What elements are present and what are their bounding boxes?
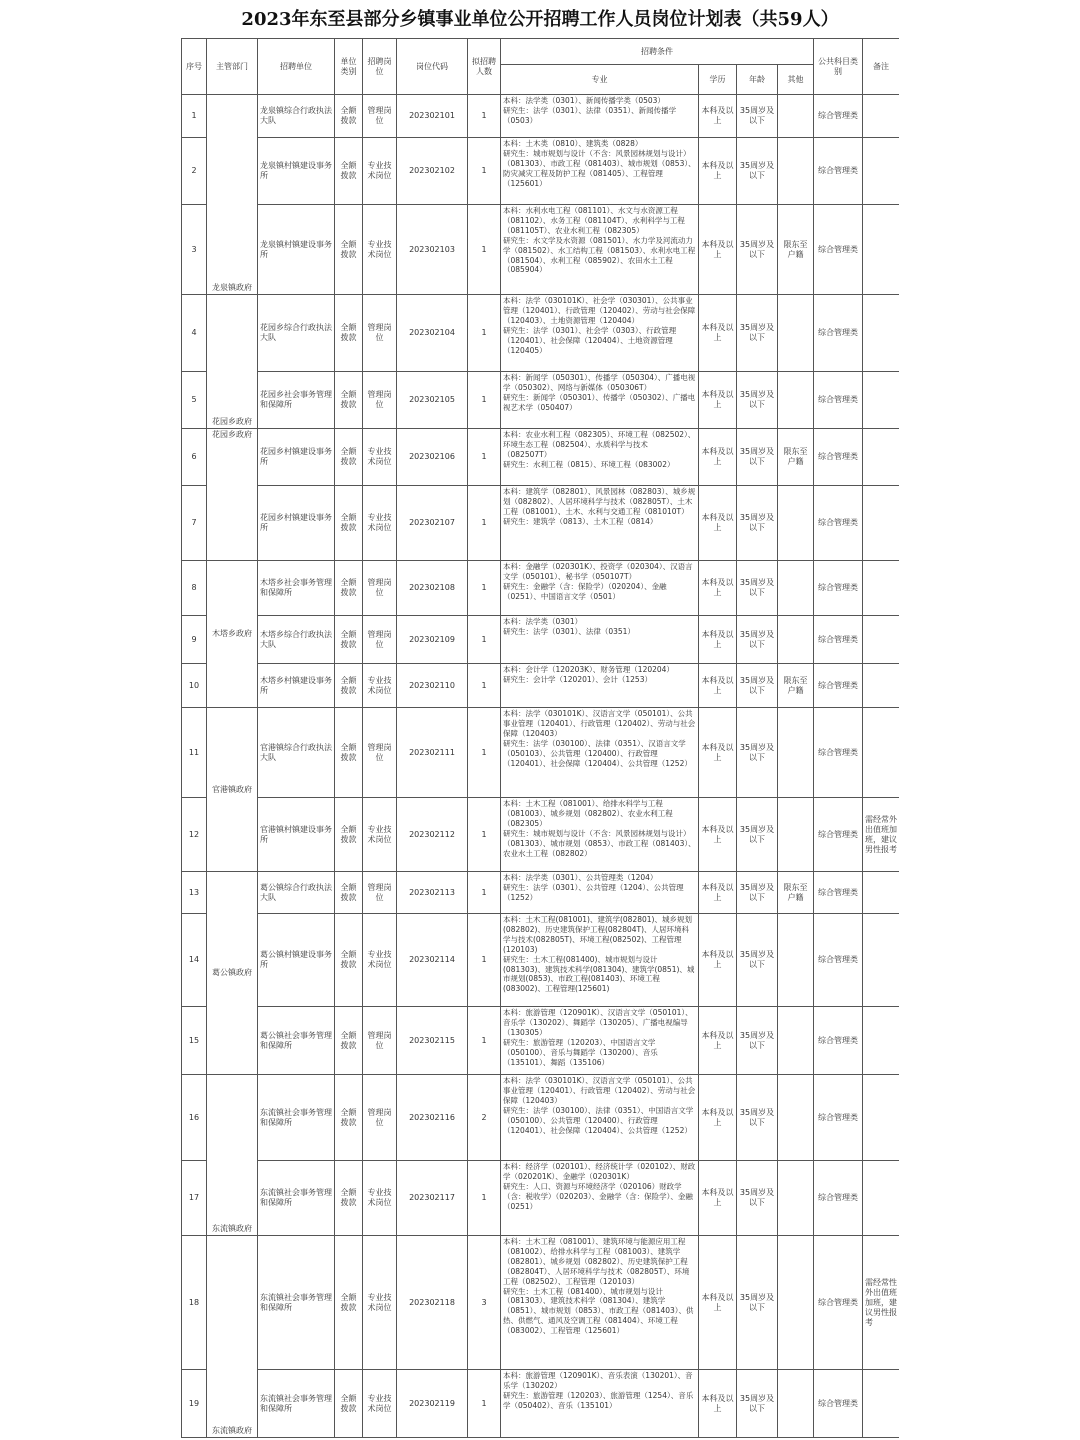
row-seq: 18 — [182, 1236, 207, 1370]
row-count: 1 — [468, 138, 501, 205]
row-dept: 花园乡政府 — [207, 295, 258, 429]
row-subject: 综合管理类 — [814, 429, 863, 486]
row-age: 35周岁及以下 — [737, 616, 778, 664]
row-age: 35周岁及以下 — [737, 205, 778, 295]
row-note: 需经常性外出值班加班，建议男性报考 — [863, 1236, 900, 1370]
header-post: 招聘岗位 — [363, 39, 397, 95]
row-dept: 官港镇政府 — [207, 708, 258, 872]
table-row — [182, 798, 900, 872]
table-row — [182, 1236, 900, 1370]
row-count: 1 — [468, 429, 501, 486]
row-seq: 17 — [182, 1161, 207, 1236]
table-row — [182, 561, 900, 616]
header-other: 其他 — [778, 65, 814, 95]
row-other — [778, 561, 814, 616]
row-post: 管理岗位 — [363, 372, 397, 429]
row-post: 管理岗位 — [363, 1007, 397, 1075]
row-subject: 综合管理类 — [814, 914, 863, 1007]
row-edu: 本科及以上 — [699, 914, 737, 1007]
row-type: 全额拨款 — [335, 486, 363, 561]
row-count: 1 — [468, 1007, 501, 1075]
row-other — [778, 372, 814, 429]
row-age: 35周岁及以下 — [737, 429, 778, 486]
row-edu: 本科及以上 — [699, 429, 737, 486]
row-code: 202302101 — [397, 95, 468, 138]
row-post: 专业技术岗位 — [363, 429, 397, 486]
row-seq: 12 — [182, 798, 207, 872]
row-major: 本科：法学（030101K）、社会学（030301）、公共事业管理（120401）、行政管理（120402）、劳动与社会保障（120403）、土地资源管理（120404） 研究生：法学（0301）、社会学（0303）、行政管理（120401）、社会保障（120404）、土地资源管理（120405） — [501, 295, 699, 372]
row-subject: 综合管理类 — [814, 1075, 863, 1161]
row-other — [778, 486, 814, 561]
row-unit: 龙泉镇村镇建设事务所 — [258, 205, 335, 295]
row-type: 全额拨款 — [335, 1236, 363, 1370]
row-note — [863, 708, 900, 798]
row-code: 202302115 — [397, 1007, 468, 1075]
row-unit: 木塔乡社会事务管理和保障所 — [258, 561, 335, 616]
row-other — [778, 914, 814, 1007]
row-count: 1 — [468, 1370, 501, 1438]
row-unit: 葛公镇社会事务管理和保障所 — [258, 1007, 335, 1075]
row-post: 专业技术岗位 — [363, 138, 397, 205]
row-seq: 7 — [182, 486, 207, 561]
row-note — [863, 295, 900, 372]
row-unit: 木塔乡村镇建设事务所 — [258, 664, 335, 708]
row-subject: 综合管理类 — [814, 708, 863, 798]
row-edu: 本科及以上 — [699, 708, 737, 798]
row-edu: 本科及以上 — [699, 1370, 737, 1438]
table-row — [182, 372, 900, 429]
row-subject: 综合管理类 — [814, 295, 863, 372]
row-edu: 本科及以上 — [699, 872, 737, 914]
row-note — [863, 914, 900, 1007]
row-code: 202302111 — [397, 708, 468, 798]
row-type: 全额拨款 — [335, 616, 363, 664]
row-type: 全额拨款 — [335, 1007, 363, 1075]
row-note — [863, 1075, 900, 1161]
row-code: 202302103 — [397, 205, 468, 295]
table-row — [182, 664, 900, 708]
row-type: 全额拨款 — [335, 1161, 363, 1236]
row-seq: 8 — [182, 561, 207, 616]
row-edu: 本科及以上 — [699, 1075, 737, 1161]
row-major: 本科：会计学（120203K）、财务管理（120204） 研究生：会计学（120201）、会计（1253） — [501, 664, 699, 708]
row-age: 35周岁及以下 — [737, 372, 778, 429]
header-type: 单位类别 — [335, 39, 363, 95]
row-subject: 综合管理类 — [814, 486, 863, 561]
row-dept: 东流镇政府 — [207, 1075, 258, 1236]
table-row — [182, 138, 900, 205]
row-edu: 本科及以上 — [699, 616, 737, 664]
header-age: 年龄 — [737, 65, 778, 95]
row-major: 本科：土木类（0810）、建筑类（0828） 研究生：城市规划与设计（不含：风景园林规划与设计）（081303）、市政工程（081403）、城市规划（0853）、防灾减灾工程及防护工程（081405）、工程管理（125601） — [501, 138, 699, 205]
row-count: 1 — [468, 664, 501, 708]
row-post: 管理岗位 — [363, 872, 397, 914]
row-code: 202302112 — [397, 798, 468, 872]
row-note — [863, 664, 900, 708]
row-subject: 综合管理类 — [814, 664, 863, 708]
table-row — [182, 95, 900, 138]
row-subject: 综合管理类 — [814, 1236, 863, 1370]
row-edu: 本科及以上 — [699, 295, 737, 372]
row-code: 202302117 — [397, 1161, 468, 1236]
recruitment-table — [181, 38, 899, 1438]
row-other: 限东至户籍 — [778, 429, 814, 486]
row-age: 35周岁及以下 — [737, 664, 778, 708]
row-major: 本科：水利水电工程（081101）、水文与水资源工程（081102）、水务工程（081104T）、水利科学与工程（081105T）、农业水利工程（082305） 研究生：水文学及水资源（081501）、水力学及河流动力学（081502）、水工结构工程（081503）、水利水电工程（081504）、水利工程（085902）、农田水土工程（085904） — [501, 205, 699, 295]
row-age: 35周岁及以下 — [737, 1161, 778, 1236]
row-major: 本科：法学类（0301）、新闻传播学类（0503） 研究生：法学（0301）、法律（0351）、新闻传播学（0503） — [501, 95, 699, 138]
row-age: 35周岁及以下 — [737, 1007, 778, 1075]
row-dept: 龙泉镇政府 — [207, 95, 258, 295]
row-unit: 官港镇村镇建设事务所 — [258, 798, 335, 872]
row-note — [863, 429, 900, 486]
row-code: 202302107 — [397, 486, 468, 561]
row-major: 本科：旅游管理（120901K）、汉语言文学（050101）、音乐学（130202）、舞蹈学（130205）、广播电视编导（130305） 研究生：旅游管理（120203）、中国语言文学（050100）、音乐与舞蹈学（130200）、音乐（135101）、舞蹈（135106） — [501, 1007, 699, 1075]
row-note — [863, 616, 900, 664]
row-major: 本科：经济学（020101）、经济统计学（020102）、财政学（020201K）、金融学（020301K） 研究生：人口、资源与环境经济学（020106）财政学（含：税收学）（020203）、金融学（含：保险学）、金融（0251） — [501, 1161, 699, 1236]
row-count: 1 — [468, 372, 501, 429]
header-subject: 公共科目类别 — [814, 39, 863, 95]
row-unit: 龙泉镇综合行政执法大队 — [258, 95, 335, 138]
row-age: 35周岁及以下 — [737, 708, 778, 798]
row-other — [778, 1075, 814, 1161]
row-type: 全额拨款 — [335, 708, 363, 798]
row-note — [863, 486, 900, 561]
row-type: 全额拨款 — [335, 1370, 363, 1438]
row-other — [778, 616, 814, 664]
row-subject: 综合管理类 — [814, 95, 863, 138]
table-row — [182, 616, 900, 664]
row-count: 1 — [468, 872, 501, 914]
row-post: 专业技术岗位 — [363, 205, 397, 295]
row-seq: 1 — [182, 95, 207, 138]
row-major: 本科：法学类（0301）、公共管理类（1204） 研究生：法学（0301）、公共管理（1204）、公共管理（1252） — [501, 872, 699, 914]
row-unit: 东流镇社会事务管理和保障所 — [258, 1075, 335, 1161]
row-type: 全额拨款 — [335, 914, 363, 1007]
row-code: 202302109 — [397, 616, 468, 664]
row-code: 202302104 — [397, 295, 468, 372]
row-type: 全额拨款 — [335, 429, 363, 486]
row-code: 202302114 — [397, 914, 468, 1007]
row-type: 全额拨款 — [335, 798, 363, 872]
row-major: 本科：建筑学（082801）、风景园林（082803）、城乡规划（082802）、人居环境科学与技术（082805T）、土木工程（081001）、土木、水利与交通工程（081010T） 研究生：建筑学（0813）、土木工程（0814） — [501, 486, 699, 561]
row-seq: 10 — [182, 664, 207, 708]
row-count: 1 — [468, 708, 501, 798]
row-post: 专业技术岗位 — [363, 1161, 397, 1236]
table-row — [182, 708, 900, 798]
row-code: 202302102 — [397, 138, 468, 205]
row-other — [778, 95, 814, 138]
header-unit: 招聘单位 — [258, 39, 335, 95]
row-seq: 19 — [182, 1370, 207, 1438]
row-unit: 葛公镇综合行政执法大队 — [258, 872, 335, 914]
row-seq: 3 — [182, 205, 207, 295]
row-other — [778, 1161, 814, 1236]
row-edu: 本科及以上 — [699, 664, 737, 708]
table-row — [182, 1007, 900, 1075]
row-age: 35周岁及以下 — [737, 872, 778, 914]
row-count: 1 — [468, 295, 501, 372]
row-age: 35周岁及以下 — [737, 914, 778, 1007]
row-note — [863, 372, 900, 429]
row-age: 35周岁及以下 — [737, 1370, 778, 1438]
row-seq: 5 — [182, 372, 207, 429]
row-type: 全额拨款 — [335, 561, 363, 616]
row-note — [863, 95, 900, 138]
row-unit: 东流镇社会事务管理和保障所 — [258, 1161, 335, 1236]
row-post: 专业技术岗位 — [363, 798, 397, 872]
row-post: 专业技术岗位 — [363, 914, 397, 1007]
row-code: 202302116 — [397, 1075, 468, 1161]
row-other — [778, 798, 814, 872]
row-type: 全额拨款 — [335, 138, 363, 205]
row-other — [778, 1007, 814, 1075]
row-dept: 花园乡政府 — [207, 429, 258, 561]
row-dept: 东流镇政府 — [207, 1236, 258, 1438]
table-header — [182, 39, 900, 95]
row-code: 202302119 — [397, 1370, 468, 1438]
row-post: 管理岗位 — [363, 95, 397, 138]
row-note — [863, 561, 900, 616]
table-row — [182, 486, 900, 561]
row-age: 35周岁及以下 — [737, 1236, 778, 1370]
row-seq: 11 — [182, 708, 207, 798]
row-code: 202302108 — [397, 561, 468, 616]
row-count: 1 — [468, 205, 501, 295]
header-conditions: 招聘条件 — [501, 39, 814, 65]
row-subject: 综合管理类 — [814, 1007, 863, 1075]
recruitment-table-wrapper — [181, 38, 899, 1440]
row-major: 本科：法学（030101K）、汉语言文学（050101）、公共事业管理（120401）、行政管理（120402）、劳动与社会保障（120403） 研究生：法学（030100）、法律（0351）、汉语言文学（050103）、公共管理（120400）、行政管理（120401）、社会保障（120404）、公共管理（1252） — [501, 708, 699, 798]
row-major: 本科：土木工程（081001）、给排水科学与工程（081003）、城乡规划（082802）、农业水利工程（082305） 研究生：城市规划与设计（不含：风景园林规划与设计）（081303）、城市规划（0853）、市政工程（081403）、农业水土工程（082802） — [501, 798, 699, 872]
header-code: 岗位代码 — [397, 39, 468, 95]
row-note — [863, 138, 900, 205]
row-major: 本科：农业水利工程（082305）、环境工程（082502）、环境生态工程（082504）、水质科学与技术（082507T） 研究生：水利工程（0815）、环境工程（083002） — [501, 429, 699, 486]
row-post: 专业技术岗位 — [363, 664, 397, 708]
header-seq: 序号 — [182, 39, 207, 95]
row-count: 1 — [468, 616, 501, 664]
row-other — [778, 1370, 814, 1438]
row-code: 202302105 — [397, 372, 468, 429]
row-age: 35周岁及以下 — [737, 295, 778, 372]
row-unit: 东流镇社会事务管理和保障所 — [258, 1236, 335, 1370]
row-count: 1 — [468, 486, 501, 561]
row-post: 专业技术岗位 — [363, 1236, 397, 1370]
row-age: 35周岁及以下 — [737, 561, 778, 616]
row-unit: 花园乡村镇建设事务所 — [258, 429, 335, 486]
row-edu: 本科及以上 — [699, 138, 737, 205]
row-major: 本科：法学（030101K）、汉语言文学（050101）、公共事业管理（120401）、行政管理（120402）、劳动与社会保障（120403） 研究生：法学（030100）、法律（0351）、中国语言文学（050100）、公共管理（120400）、行政管理（120401）、社会保障（120404）、公共管理（1252） — [501, 1075, 699, 1161]
row-major: 本科：金融学（020301K）、投资学（020304）、汉语言文学（050101）、秘书学（050107T） 研究生：金融学（含：保险学）（020204）、金融（0251）、中国语言文学（0501） — [501, 561, 699, 616]
row-other: 限东至户籍 — [778, 664, 814, 708]
table-row — [182, 429, 900, 486]
row-post: 管理岗位 — [363, 295, 397, 372]
row-unit: 花园乡综合行政执法大队 — [258, 295, 335, 372]
row-type: 全额拨款 — [335, 95, 363, 138]
header-major: 专业 — [501, 65, 699, 95]
row-count: 1 — [468, 95, 501, 138]
table-row — [182, 1161, 900, 1236]
row-type: 全额拨款 — [335, 664, 363, 708]
row-major: 本科：土木工程(081001)、建筑学(082801)、城乡规划(082802)、历史建筑保护工程(082804T)、人居环境科学与技术(082805T)、环境工程(082502)、工程管理(120103) 研究生：土木工程(081400)、城市规划与设计(081303)、建筑技术科学(081304)、建筑学(0851)、城市规划(0853)、市政工程(081403)、环境工程(083002)、工程管理(125601) — [501, 914, 699, 1007]
row-unit: 花园乡社会事务管理和保障所 — [258, 372, 335, 429]
row-other — [778, 708, 814, 798]
row-other: 限东至户籍 — [778, 872, 814, 914]
table-row — [182, 295, 900, 372]
row-count: 1 — [468, 1161, 501, 1236]
row-type: 全额拨款 — [335, 372, 363, 429]
row-edu: 本科及以上 — [699, 798, 737, 872]
row-note — [863, 205, 900, 295]
row-age: 35周岁及以下 — [737, 95, 778, 138]
row-note — [863, 1161, 900, 1236]
row-edu: 本科及以上 — [699, 1236, 737, 1370]
row-dept: 葛公镇政府 — [207, 872, 258, 1075]
row-seq: 9 — [182, 616, 207, 664]
row-edu: 本科及以上 — [699, 561, 737, 616]
row-other — [778, 1236, 814, 1370]
row-count: 3 — [468, 1236, 501, 1370]
row-post: 专业技术岗位 — [363, 1370, 397, 1438]
table-row — [182, 1370, 900, 1438]
row-other — [778, 295, 814, 372]
row-subject: 综合管理类 — [814, 372, 863, 429]
row-subject: 综合管理类 — [814, 138, 863, 205]
row-age: 35周岁及以下 — [737, 138, 778, 205]
row-major: 本科：土木工程（081001）、建筑环境与能源应用工程（081002）、给排水科学与工程（081003）、建筑学（082801）、城乡规划（082802）、历史建筑保护工程（082804T）、人居环境科学与技术（082805T）、环境工程（082502）、工程管理（120103） 研究生：土木工程（081400）、城市规划与设计（081303）、建筑技术科学（081304）、建筑学（0851）、城市规划（0853）、市政工程（081403）、供热、供燃气、通风及空调工程（081404）、环境工程（083002）、工程管理（125601） — [501, 1236, 699, 1370]
row-major: 本科：新闻学（050301）、传播学（050304）、广播电视学（050302）、网络与新媒体（050306T） 研究生：新闻学（050301）、传播学（050302）、广播电视艺术学（050407） — [501, 372, 699, 429]
row-edu: 本科及以上 — [699, 1161, 737, 1236]
row-dept: 木塔乡政府 — [207, 561, 258, 708]
row-type: 全额拨款 — [335, 1075, 363, 1161]
row-seq: 6 — [182, 429, 207, 486]
row-seq: 13 — [182, 872, 207, 914]
row-major: 本科：旅游管理（120901K）、音乐表演（130201）、音乐学（130202） 研究生：旅游管理（120203）、旅游管理（1254）、音乐学（050402）、音乐（135101） — [501, 1370, 699, 1438]
row-edu: 本科及以上 — [699, 372, 737, 429]
row-code: 202302118 — [397, 1236, 468, 1370]
header-dept: 主管部门 — [207, 39, 258, 95]
row-note — [863, 1007, 900, 1075]
row-unit: 官港镇综合行政执法大队 — [258, 708, 335, 798]
row-subject: 综合管理类 — [814, 798, 863, 872]
row-post: 管理岗位 — [363, 708, 397, 798]
row-other — [778, 138, 814, 205]
row-code: 202302106 — [397, 429, 468, 486]
row-type: 全额拨款 — [335, 295, 363, 372]
row-edu: 本科及以上 — [699, 1007, 737, 1075]
row-age: 35周岁及以下 — [737, 798, 778, 872]
row-seq: 15 — [182, 1007, 207, 1075]
row-count: 1 — [468, 798, 501, 872]
row-edu: 本科及以上 — [699, 486, 737, 561]
row-seq: 14 — [182, 914, 207, 1007]
row-post: 管理岗位 — [363, 561, 397, 616]
document-title: 2023年东至县部分乡镇事业单位公开招聘工作人员岗位计划表（共59人） — [241, 9, 839, 30]
header-note: 备注 — [863, 39, 900, 95]
row-seq: 4 — [182, 295, 207, 372]
row-major: 本科：法学类（0301） 研究生：法学（0301）、法律（0351） — [501, 616, 699, 664]
row-count: 1 — [468, 914, 501, 1007]
row-subject: 综合管理类 — [814, 872, 863, 914]
row-post: 管理岗位 — [363, 616, 397, 664]
row-age: 35周岁及以下 — [737, 486, 778, 561]
row-count: 2 — [468, 1075, 501, 1161]
row-edu: 本科及以上 — [699, 205, 737, 295]
header-edu: 学历 — [699, 65, 737, 95]
row-subject: 综合管理类 — [814, 1370, 863, 1438]
table-body — [182, 95, 900, 1438]
header-count: 拟招聘人数 — [468, 39, 501, 95]
table-row — [182, 914, 900, 1007]
row-subject: 综合管理类 — [814, 616, 863, 664]
row-unit: 龙泉镇村镇建设事务所 — [258, 138, 335, 205]
row-age: 35周岁及以下 — [737, 1075, 778, 1161]
row-subject: 综合管理类 — [814, 1161, 863, 1236]
row-subject: 综合管理类 — [814, 561, 863, 616]
row-post: 专业技术岗位 — [363, 486, 397, 561]
row-subject: 综合管理类 — [814, 205, 863, 295]
row-code: 202302110 — [397, 664, 468, 708]
row-unit: 木塔乡综合行政执法大队 — [258, 616, 335, 664]
row-type: 全额拨款 — [335, 205, 363, 295]
row-note: 需经常外出值班加班，建议男性报考 — [863, 798, 900, 872]
row-unit: 葛公镇村镇建设事务所 — [258, 914, 335, 1007]
row-other: 限东至户籍 — [778, 205, 814, 295]
row-count: 1 — [468, 561, 501, 616]
row-note — [863, 872, 900, 914]
row-post: 管理岗位 — [363, 1075, 397, 1161]
row-seq: 16 — [182, 1075, 207, 1161]
table-row — [182, 205, 900, 295]
table-row — [182, 872, 900, 914]
row-edu: 本科及以上 — [699, 95, 737, 138]
row-code: 202302113 — [397, 872, 468, 914]
row-unit: 花园乡村镇建设事务所 — [258, 486, 335, 561]
row-note — [863, 1370, 900, 1438]
row-seq: 2 — [182, 138, 207, 205]
table-row — [182, 1075, 900, 1161]
row-type: 全额拨款 — [335, 872, 363, 914]
row-unit: 东流镇社会事务管理和保障所 — [258, 1370, 335, 1438]
